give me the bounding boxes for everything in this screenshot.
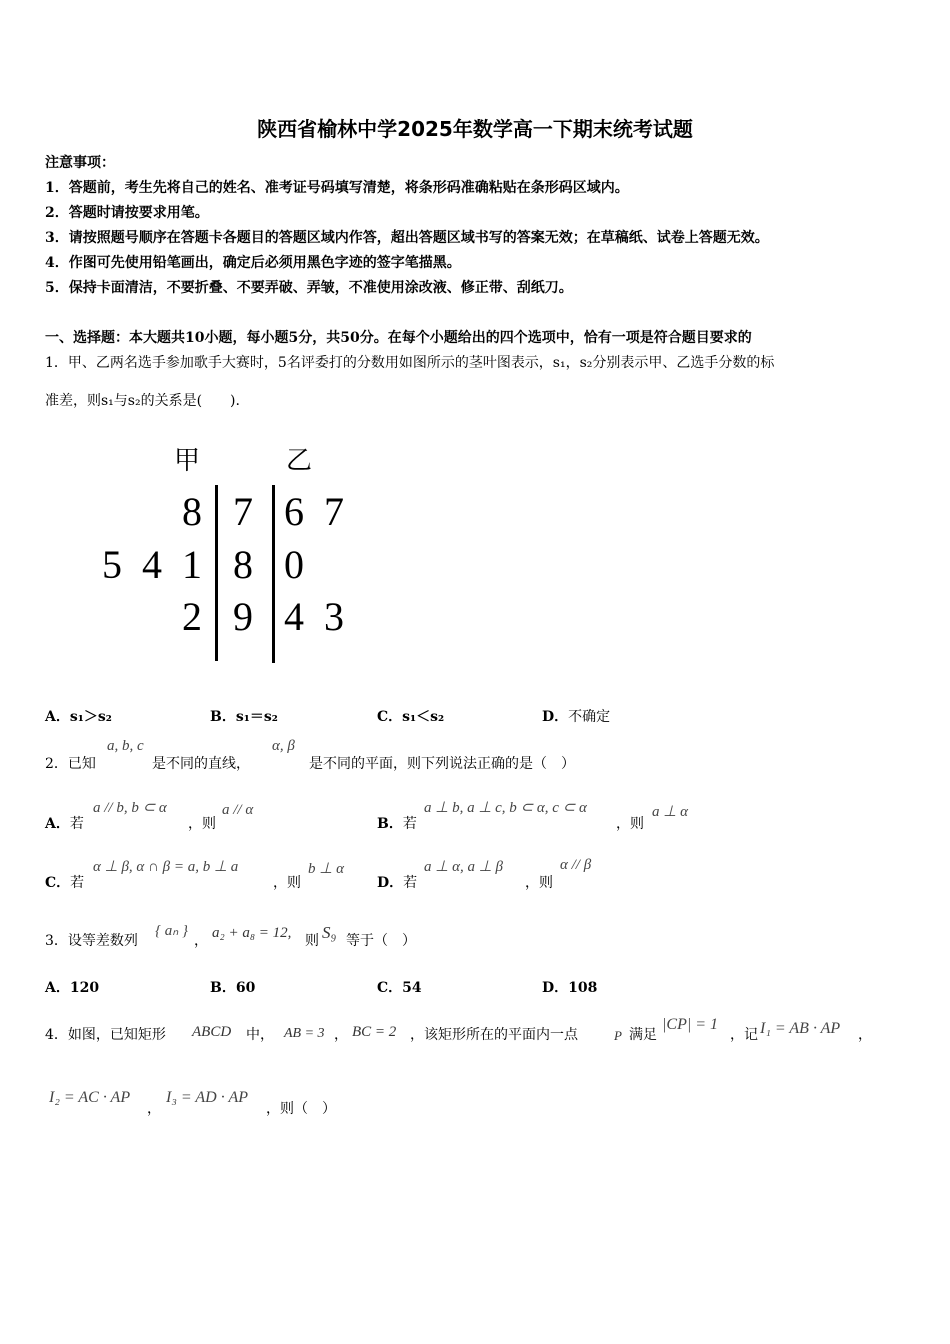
q4-text-1: 4．如图，已知矩形 [45,1027,166,1043]
q4-text-5: 满足 [629,1027,657,1043]
q4-text-6: ，记 [730,1027,758,1043]
q2-d-result: α // β [560,857,592,873]
q1-option-b[interactable] [210,706,278,726]
q4-math-bc: BC = 2 [352,1024,397,1040]
q2-prefix: 2．已知 [45,756,96,772]
q2-a-then: ，则 [188,816,216,832]
option-pre: 若 [403,875,418,891]
stem-value: 9 [233,594,253,639]
option-text: 60 [235,980,256,996]
q3-prefix: 3．设等差数列 [45,933,138,949]
q2-c-result: b ⊥ α [308,861,344,877]
option-label: B． [210,980,236,996]
q2-option-a[interactable] [45,813,84,833]
leaf-right: 0 [284,542,304,587]
q2-d-condition: a ⊥ α, a ⊥ β [424,859,503,875]
q2-option-c[interactable] [45,872,84,892]
q3-option-c[interactable] [377,977,422,997]
q3-suffix: 等于（ ） [346,933,416,949]
q4-math-cp: |CP| = 1 [662,1016,719,1033]
notice-heading: 注意事项： [45,155,115,171]
option-label: C． [377,980,403,996]
option-pre: 若 [69,816,84,832]
option-text: 54 [402,980,422,996]
option-label: D． [377,875,404,891]
option-label: C． [377,709,403,725]
q2-b-then: ，则 [616,816,644,832]
leaf-right: 4 3 [284,594,344,639]
notice-item: 5．保持卡面清洁，不要折叠、不要弄破、弄皱，不准使用涂改液、修正带、刮纸刀。 [45,280,573,296]
option-text: 120 [69,980,100,996]
stem-value: 8 [233,542,253,587]
stem-divider-right [272,485,275,663]
q3-option-d[interactable] [542,977,597,997]
q4-text-9: ，则（ ） [266,1101,336,1117]
q3-sequence-math: { aₙ } [155,923,188,939]
q1-option-c[interactable] [377,706,444,726]
q1-text-line2: 准差，则s₁与s₂的关系是( ). [45,393,240,409]
q3-condition-math: a₂ + a₈ = 12, [212,925,292,941]
q4-math-i2: I₂ = AC · AP [49,1089,131,1106]
q4-math-i1: I₁ = AB · AP [760,1020,841,1037]
stem-divider-left [215,485,218,661]
q2-a-result: a // α [222,802,254,818]
q3-option-b[interactable] [210,977,255,997]
leaf-left: 5 4 1 [102,542,202,587]
stem-head-right: 乙 [286,446,313,476]
option-label: A． [45,709,70,725]
q1-option-d[interactable] [542,706,610,726]
option-label: D． [542,980,569,996]
q2-a-condition: a // b, b ⊂ α [93,800,167,816]
option-label: A． [45,816,70,832]
notice-item: 2．答题时请按要求用笔。 [45,205,209,221]
q3-option-a[interactable] [45,977,99,997]
q1-text-line1: 1．甲、乙两名选手参加歌手大赛时，5名评委打的分数用如图所示的茎叶图表示，s₁，s₂分别表示甲、乙选手分数的标 [45,355,775,371]
q4-text-8: ， [147,1101,161,1117]
q4-text-4: ，该矩形所在的平面内一点 [410,1027,578,1043]
option-text: s₁＜s₂ [402,709,445,725]
leaf-left: 8 [182,489,202,534]
page-title: 陕西省榆林中学2025年数学高一下期末统考试题 [257,117,693,141]
option-label: D． [542,709,569,725]
q1-option-a[interactable] [45,706,112,726]
option-label: B． [377,816,403,832]
option-text: 不确定 [568,709,611,725]
q2-lines-math: a, b, c [107,738,144,754]
q2-b-result: a ⊥ α [652,804,688,820]
q2-d-then: ，则 [525,875,553,891]
q3-mid: ， [194,933,208,949]
q4-text-7: ， [858,1027,872,1043]
option-text: s₁＞s₂ [69,709,112,725]
q4-text-2: 中， [246,1027,274,1043]
option-pre: 若 [402,816,417,832]
option-text: 108 [568,980,598,996]
stem-head-left: 甲 [174,446,201,476]
leaf-right: 6 7 [284,489,344,534]
q4-math-ab: AB = 3 [284,1026,325,1041]
q3-sum-math: S₉ [322,923,337,942]
q2-mid: 是不同的直线， [152,756,250,772]
q4-math-p: P [614,1028,622,1043]
notice-item: 1．答题前，考生先将自己的姓名、准考证号码填写清楚，将条形码准确粘贴在条形码区域内。 [45,180,629,196]
q4-math-rect: ABCD [192,1024,232,1040]
notice-item: 4．作图可先使用铅笔画出，确定后必须用黑色字迹的签字笔描黑。 [45,255,461,271]
q4-text-3: ， [334,1027,348,1043]
q2-option-d[interactable] [377,872,417,892]
option-label: B． [210,709,236,725]
option-label: A． [45,980,70,996]
q2-c-condition: α ⊥ β, α ∩ β = a, b ⊥ a [93,859,239,875]
option-label: C． [45,875,71,891]
option-text: s₁＝s₂ [235,709,278,725]
q4-math-i3: I₃ = AD · AP [166,1089,248,1106]
option-pre: 若 [70,875,85,891]
q2-suffix: 是不同的平面，则下列说法正确的是（ ） [309,756,575,772]
stem-value: 7 [233,489,253,534]
q2-planes-math: α, β [272,738,295,754]
q2-option-b[interactable] [377,813,417,833]
q2-c-then: ，则 [273,875,301,891]
q3-then: 则 [305,933,319,949]
notice-item: 3．请按照题号顺序在答题卡各题目的答题区域内作答，超出答题区域书写的答案无效；在草稿纸、试卷上答题无效。 [45,230,769,246]
section-heading: 一、选择题：本大题共10小题，每小题5分，共50分。在每个小题给出的四个选项中，恰有一项是符合题目要求的 [45,330,752,346]
q2-b-condition: a ⊥ b, a ⊥ c, b ⊂ α, c ⊂ α [424,800,587,816]
leaf-left: 2 [182,594,202,639]
